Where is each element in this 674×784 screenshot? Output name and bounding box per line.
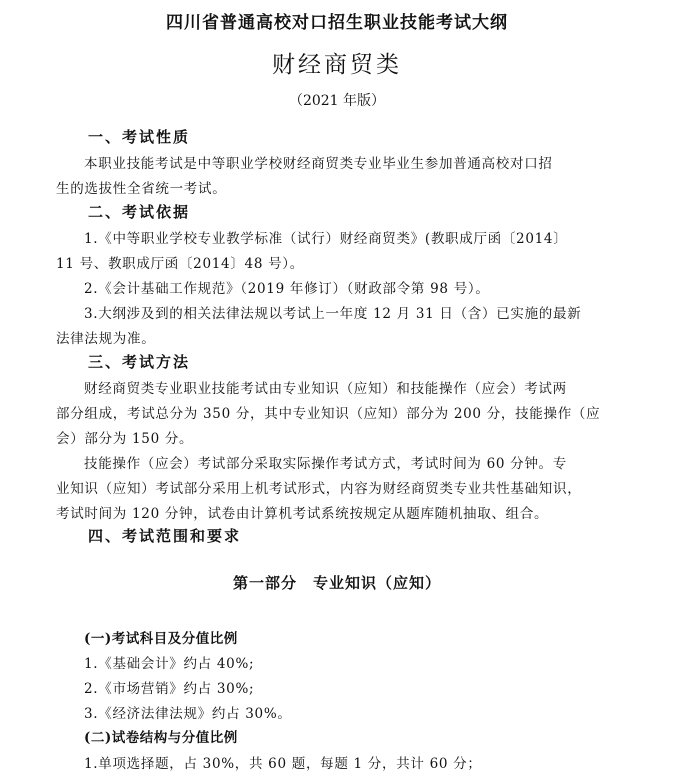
list-item: 1.《基础会计》约占 40%; <box>84 656 255 672</box>
document-title: 四川省普通高校对口招生职业技能考试大纲 <box>166 13 508 33</box>
section-heading-scope: 四、考试范围和要求 <box>88 527 242 545</box>
paragraph-line: 业知识（应知）考试部分采用上机考试形式，内容为财经商贸类专业共性基础知识， <box>56 481 582 497</box>
subsection-heading-structure: (二)试卷结构与分值比例 <box>84 730 238 746</box>
paragraph-line: 本职业技能考试是中等职业学校财经商贸类专业毕业生参加普通高校对口招 <box>84 156 553 172</box>
paragraph-line: 部分组成，考试总分为 350 分，其中专业知识（应知）部分为 200 分，技能操作（应 <box>56 406 601 422</box>
document-edition: （2021 年版） <box>288 93 386 109</box>
paragraph-line: 技能操作（应会）考试部分采取实际操作考试方式，考试时间为 60 分钟。专 <box>84 456 567 472</box>
list-item-continued: 法律法规为准。 <box>56 331 156 347</box>
paragraph-line: 会）部分为 150 分。 <box>56 431 194 447</box>
section-heading-basis: 二、考试依据 <box>88 203 191 221</box>
list-item: 2.《市场营销》约占 30%; <box>84 681 255 697</box>
section-heading-nature: 一、考试性质 <box>88 128 191 146</box>
paragraph-line: 生的选拔性全省统一考试。 <box>56 181 227 197</box>
list-item: 3.大纲涉及到的相关法律法规以考试上一年度 12 月 31 日（含）已实施的最新 <box>84 306 582 322</box>
paragraph-line: 考试时间为 120 分钟，试卷由计算机考试系统按规定从题库随机抽取、组合。 <box>56 506 549 522</box>
section-heading-method: 三、考试方法 <box>88 353 191 371</box>
list-item: 3.《经济法律法规》约占 30%。 <box>84 706 292 722</box>
list-item: 2.《会计基础工作规范》（2019 年修订）（财政部令第 98 号）。 <box>84 281 490 297</box>
paragraph-line: 财经商贸类专业职业技能考试由专业知识（应知）和技能操作（应会）考试两 <box>84 381 567 397</box>
list-item: 1.《中等职业学校专业教学标准（试行）财经商贸类》(教职成厅函〔2014〕 <box>84 231 568 247</box>
list-item-continued: 11 号、教职成厅函〔2014〕48 号）。 <box>56 256 304 272</box>
part-heading: 第一部分 专业知识（应知） <box>232 574 441 592</box>
subsection-heading-subjects: (一)考试科目及分值比例 <box>84 631 238 647</box>
document-subtitle: 财经商贸类 <box>272 52 402 78</box>
list-item: 1.单项选择题，占 30%，共 60 题，每题 1 分，共计 60 分； <box>84 756 482 772</box>
